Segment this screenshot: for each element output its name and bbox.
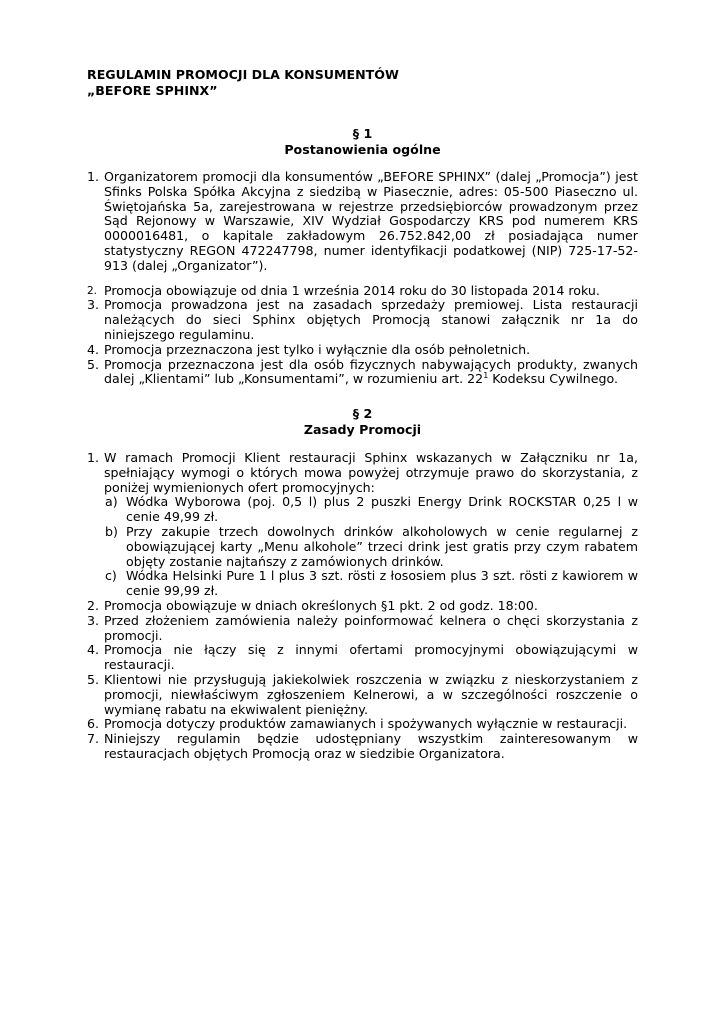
section-2-symbol: § 2 — [352, 406, 373, 421]
item-text: Klientowi nie przysługują jakiekolwiek roszczenia w związku z nieskorzystaniem z promocji, niewłaściwym zgłoszeniem Kelnerowi, a w szczególności roszczenie o wymianę rabatu na ekwiwalent pieniężny. — [104, 671, 638, 717]
section-2-header — [0, 406, 725, 437]
section-1-item-2 — [0, 284, 725, 299]
section-2-item-4 — [0, 643, 725, 673]
item-number: 4. — [87, 642, 100, 658]
item-text: Promocja obowiązuje od dnia 1 września 2014 roku do 30 listopada 2014 roku. — [104, 282, 600, 298]
section-1-heading: Postanowienia ogólne — [284, 141, 441, 157]
section-1-item-3 — [0, 298, 725, 342]
subitem-text: Wódka Wyborowa (poj. 0,5 l) plus 2 puszki Energy Drink ROCKSTAR 0,25 l w cenie 49,99 zł. — [126, 494, 638, 525]
item-text: Promocja prowadzona jest na zasadach sprzedaży premiowej. Lista restauracji należących do sieci Sphinx objętych Promocją stanowi załącznik nr 1a do niniejszego regulaminu. — [104, 297, 638, 342]
section-2-item-2 — [0, 599, 725, 614]
section-2-item-1 — [0, 451, 725, 495]
section-2-subitem-c — [0, 569, 725, 599]
document-title-line-2: „BEFORE SPHINX” — [87, 82, 218, 98]
section-2-list — [0, 451, 725, 762]
item-number: 5. — [87, 671, 100, 687]
item-number: 5. — [87, 356, 100, 372]
subitem-text: Przy zakupie trzech dowolnych drinków alkoholowych w cenie regularnej z obowiązującej karty „Menu alkohole” trzeci drink jest gratis przy czym rabatem objęty zostanie najtańszy z zamówionych drinków. — [126, 523, 638, 569]
item-number: 2. — [87, 284, 98, 297]
item-number: 4. — [87, 341, 100, 357]
item-text: W ramach Promocji Klient restauracji Sphinx wskazanych w Załączniku nr 1a, spełniający wymogi o których mowa powyżej otrzymuje prawo do skorzystania, z poniżej wymienionych ofert promocyjnych: — [104, 450, 638, 495]
item-text: Promocja przeznaczona jest tylko i wyłącznie dla osób pełnoletnich. — [104, 341, 531, 357]
item-text: Promocja obowiązuje w dniach określonych §1 pkt. 2 od godz. 18:00. — [104, 597, 538, 613]
item-number: 7. — [87, 731, 100, 747]
item-text: Promocja dotyczy produktów zamawianych i spożywanych wyłącznie w restauracji. — [104, 716, 628, 732]
subitem-text: Wódka Helsinki Pure 1 l plus 3 szt. rösti z łososiem plus 3 szt. rösti z kawiorem w cenie 99,99 zł. — [126, 568, 638, 599]
item-number: 3. — [87, 297, 100, 313]
item-number: 2. — [87, 597, 100, 613]
section-1-list — [0, 170, 725, 387]
item-text-start: Promocja przeznaczona jest dla osób fizycznych nabywających produkty, zwanych dalej „Klientami” lub „Konsumentami”, w rozumieniu art. 22 — [104, 356, 638, 387]
item-text: Przed złożeniem zamówienia należy poinformować kelnera o chęci skorzystania z promocji. — [104, 612, 638, 643]
section-2-item-5 — [0, 673, 725, 717]
item-number: 1. — [87, 450, 100, 465]
item-text: Promocja nie łączy się z innymi ofertami promocyjnymi obowiązującymi w restauracji. — [104, 642, 638, 673]
item-text: Organizatorem promocji dla konsumentów „BEFORE SPHINX” (dalej „Promocja”) jest Sfinks Polska Spółka Akcyjna z siedzibą w Piasecznie, adres: 05-500 Piaseczno ul. Świętojańska 5a, zarejestrowana w rejestrze przedsiębiorców prowadzonym przez Sąd Rejonowy w Warszawie, XIV Wydział Gospodarczy KRS pod numerem KRS 0000016481, o kapitale zakładowym 26.752.842,00 zł posiadająca numer statystyczny REGON 472247798, numer identyfikacji podatkowej (NIP) 725-17-52-913 (dalej „Organizator”). — [104, 169, 638, 273]
section-2-item-7 — [0, 732, 725, 762]
section-2-item-3 — [0, 614, 725, 644]
item-number: 1. — [87, 169, 100, 184]
subitem-letter: c) — [105, 568, 117, 584]
section-1-item-4 — [0, 343, 725, 358]
section-2-subitem-b — [0, 525, 725, 569]
subitem-letter: a) — [105, 494, 118, 510]
item-number: 3. — [87, 612, 100, 628]
document-title — [87, 67, 399, 98]
subitem-letter: b) — [105, 523, 118, 539]
item-text: Niniejszy regulamin będzie udostępniany wszystkim zainteresowanym w restauracjach objętych Promocją oraz w siedzibie Organizatora. — [104, 731, 638, 761]
item-text-end: Kodeksu Cywilnego. — [488, 371, 618, 387]
section-1-header — [0, 126, 725, 157]
superscript-footnote: 1 — [483, 371, 489, 381]
section-1-item-1 — [0, 170, 725, 274]
section-1-item-5 — [0, 358, 725, 388]
section-2-subitem-a — [0, 495, 725, 525]
document-title-line-1: REGULAMIN PROMOCJI DLA KONSUMENTÓW — [87, 67, 399, 82]
section-2-item-6 — [0, 717, 725, 732]
section-1-symbol: § 1 — [352, 126, 373, 141]
section-2-heading: Zasady Promocji — [303, 421, 422, 437]
item-number: 6. — [87, 716, 100, 732]
